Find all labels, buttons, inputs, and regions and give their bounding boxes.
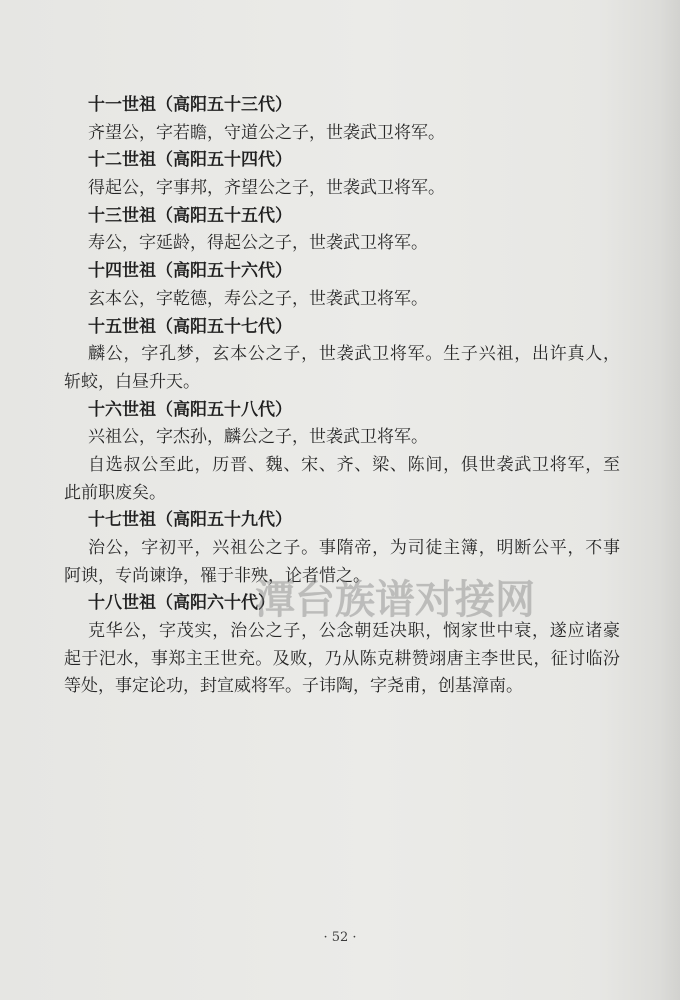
- text-line: 玄本公，字乾德，寿公之子，世袭武卫将军。: [88, 288, 428, 309]
- page-number: · 52 ·: [323, 930, 357, 945]
- text-line: 得起公，字事邦，齐望公之子，世袭武卫将军。: [88, 178, 445, 199]
- generation-heading: 十六世祖（高阳五十八代）: [88, 399, 292, 420]
- text-line: 阿谀，专尚谏诤，罹于非殃，论者惜之。: [64, 565, 370, 586]
- generation-entry: [64, 92, 620, 147]
- generation-heading: 十一世祖（高阳五十三代）: [88, 95, 292, 115]
- text-line: 斩蛟，白昼升天。: [64, 371, 200, 392]
- generation-entry: [64, 147, 620, 202]
- text-line: 麟公，字孔梦，玄本公之子，世袭武卫将军。生子兴祖，出许真人，: [88, 344, 620, 365]
- text-line: 治公，字初平，兴祖公之子。事隋帝，为司徒主簿，明断公平，不事: [88, 538, 620, 558]
- text-line: 克华公，字茂实，治公之子，公念朝廷决职，悯家世中衰，遂应诸豪: [88, 621, 620, 642]
- generation-entry: [64, 397, 620, 508]
- text-line: 寿公，字延龄，得起公之子，世袭武卫将军。: [88, 233, 428, 254]
- generation-heading: 十八世祖（高阳六十代）: [88, 593, 275, 614]
- text-line: 兴祖公，字杰孙，麟公之子，世袭武卫将军。: [88, 427, 428, 448]
- text-line: 起于汜水，事郑主王世充。及败，乃从陈克耕赞翊唐主李世民，征讨临汾: [64, 648, 620, 669]
- text-line: 自选叔公至此，历晋、魏、宋、齐、梁、陈间，俱世袭武卫将军，至: [88, 454, 620, 475]
- generation-heading: 十二世祖（高阳五十四代）: [88, 150, 292, 171]
- site-watermark: 潭台族谱对接网: [255, 577, 535, 623]
- text-line: 等处，事定论功，封宣威将军。子讳陶，字尧甫，创基漳南。: [64, 676, 523, 697]
- generation-entry: [64, 203, 620, 258]
- generation-entry: [64, 314, 620, 397]
- generation-heading: 十四世祖（高阳五十六代）: [88, 261, 292, 282]
- text-line: 此前职废矣。: [64, 482, 166, 503]
- generation-entry: [64, 258, 620, 313]
- generation-heading: 十七世祖（高阳五十九代）: [88, 510, 292, 531]
- generation-heading: 十五世祖（高阳五十七代）: [88, 316, 292, 337]
- text-line: 齐望公，字若瞻，守道公之子，世袭武卫将军。: [88, 122, 445, 143]
- generation-heading: 十三世祖（高阳五十五代）: [88, 205, 292, 226]
